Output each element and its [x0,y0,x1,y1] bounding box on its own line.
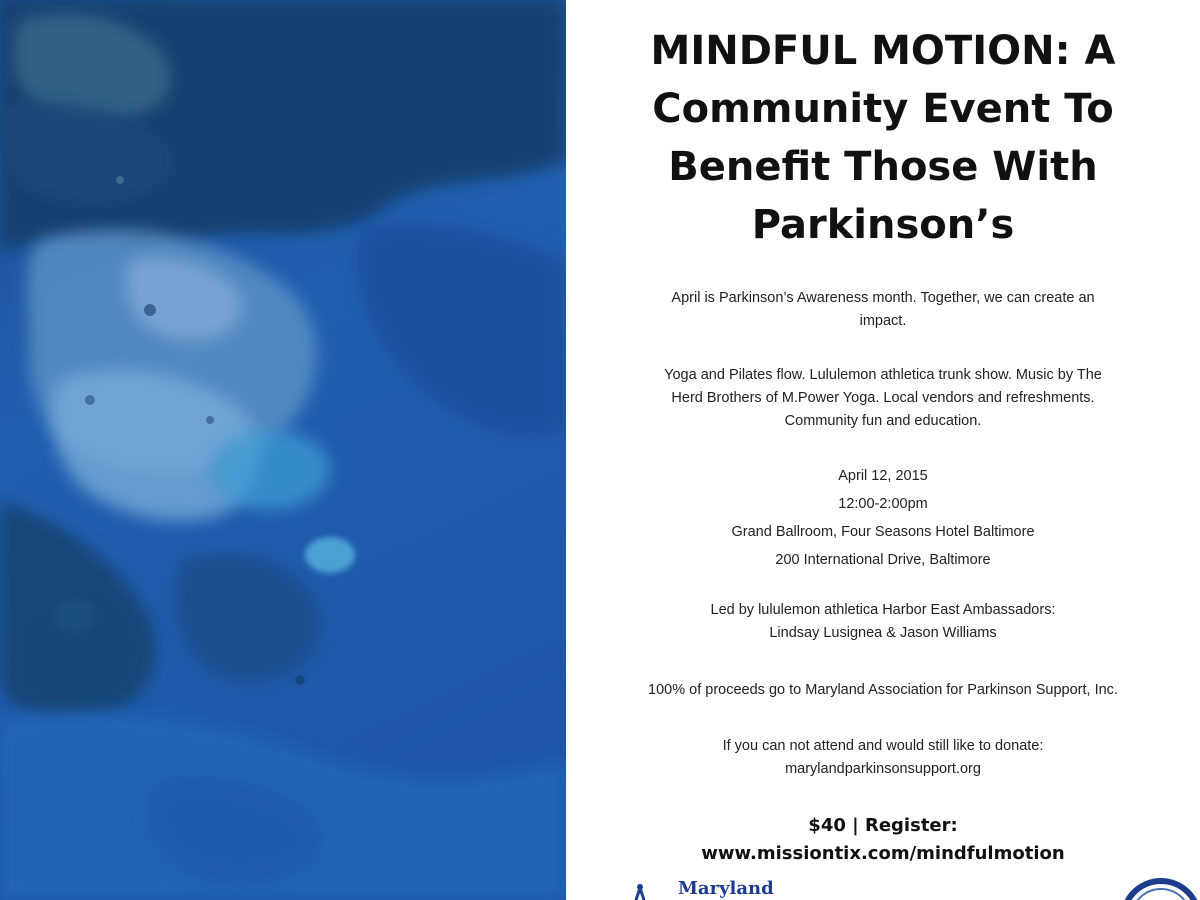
watercolor-art-panel [0,0,566,900]
event-date: April 12, 2015 [838,468,928,484]
headline-line: Benefit Those With [668,144,1098,190]
intro-paragraph [566,287,1200,333]
donate-link[interactable]: marylandparkinsonsupport.org [785,761,981,777]
event-details [566,462,1200,574]
activities-line: Yoga and Pilates flow. Lululemon athletica trunk show. Music by The [664,367,1102,383]
leaders-paragraph [566,599,1200,645]
leaders-line: Led by lululemon athletica Harbor East Ambassadors: [710,602,1056,618]
maryland-association-logo [626,878,826,900]
activities-line: Community fun and education. [784,413,982,429]
donate-line: If you can not attend and would still like to donate: [722,738,1044,754]
circle-logo-icon [1116,874,1200,900]
headline-line: Parkinson’s [751,202,1015,248]
register-link[interactable]: www.missiontix.com/mindfulmotion [701,843,1065,864]
proceeds-line: 100% of proceeds go to Maryland Association for Parkinson Support, Inc. [648,682,1118,698]
logo-figure-icon [626,882,656,900]
event-headline [566,22,1200,254]
activities-paragraph [566,364,1200,433]
intro-line: impact. [859,313,907,329]
headline-line: MINDFUL MOTION: A [650,28,1116,74]
logo-text: Maryland [678,878,774,899]
event-address: 200 International Drive, Baltimore [775,552,991,568]
event-time: 12:00-2:00pm [838,496,928,512]
register-block [566,812,1200,868]
activities-line: Herd Brothers of M.Power Yoga. Local vendors and refreshments. [671,390,1095,406]
event-venue: Grand Ballroom, Four Seasons Hotel Baltimore [731,524,1035,540]
headline-line: Community Event To [652,86,1114,132]
intro-line: April is Parkinson’s Awareness month. Together, we can create an [671,290,1095,306]
donate-paragraph [566,735,1200,781]
leaders-line: Lindsay Lusignea & Jason Williams [769,625,997,641]
proceeds-paragraph [566,679,1200,702]
event-flyer [566,0,1200,900]
watercolor-texture [0,0,566,900]
register-price: $40 | Register: [808,815,958,836]
